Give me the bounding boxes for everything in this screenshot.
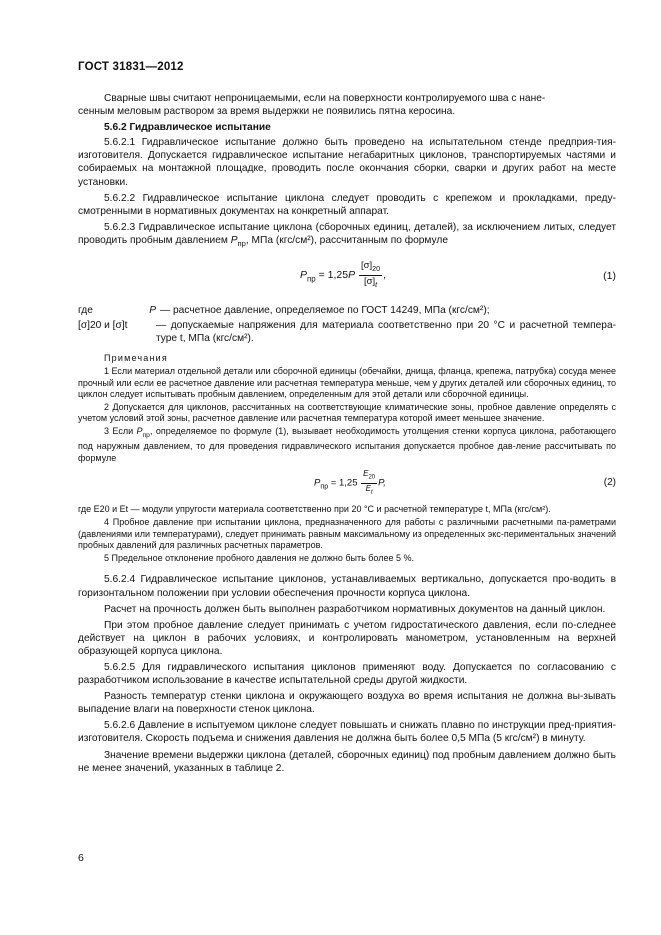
formula-2: [78, 467, 616, 501]
note-3-symbol-sub: пр: [142, 431, 150, 439]
where-row-1: [78, 304, 616, 317]
where-symbol-2: [σ]20 и [σ]t: [78, 320, 128, 332]
paragraph-sealed-seams-2: сенным меловым раствором за время выдержки не появились пятна керосина.: [78, 106, 456, 118]
formula-1-coefficient: = 1,25: [315, 269, 349, 282]
where-symbol-1-text: P: [149, 305, 156, 317]
document-header: ГОСТ 31831—2012: [78, 61, 184, 73]
formula-2-fraction: [361, 469, 377, 497]
formula-1-expression: [300, 260, 386, 291]
paragraph-5-6-2-5: 5.6.2.5 Для гидравлического испытания циклонов применяют воду. Допускается по согласованию с разработчиком использование в качестве испытательной среды другой жидкости.: [78, 662, 616, 687]
formula-2-number: (2): [603, 477, 616, 489]
formula-2-expression: [314, 469, 386, 497]
formula-1-lhs-sub: пр: [307, 274, 316, 284]
formula-1-numerator: [σ]: [361, 260, 373, 272]
formula-1-denominator: [σ]: [363, 275, 376, 287]
where-text-1: — расчетное давление, определяемое по ГОСТ 14249, МПа (кгс/см²);: [160, 305, 490, 317]
note-3-text-b: , определяемое по формуле (1), вызывает необходимость утолщения стенки корпуса циклона, работающего под наружным давлением, то для проведения гидравлического испытания допускается пробное дав-ление рассчитывать по формуле: [78, 425, 616, 463]
paragraph-5-6-2-4: 5.6.2.4 Гидравлическое испытание циклонов, устанавливаемых вертикально, допускается про-водить в горизонтальном положении при условии обеспечения прочности корпуса циклона.: [78, 574, 616, 599]
formula-1-tail: ,: [383, 269, 386, 282]
formula-2-denominator-sub: t: [370, 489, 373, 496]
paragraph-sealed-seams-1: Сварные швы считают непроницаемыми, если на поверхности контролируемого шва с нане-: [104, 93, 546, 104]
paragraph-hold-time: Значение времени выдержки циклона (деталей, сборочных единиц) под пробным давлением должно быть не менее значений, указанных в таблице 2.: [78, 749, 616, 774]
formula-2-lhs: P: [314, 478, 321, 490]
where-2: где E20 и Et — модули упругости материала соответственно при 20 °С и расчетной температуре t, МПа (кгс/см²).: [78, 504, 551, 515]
formula-1-number: (1): [603, 270, 616, 283]
document-body: [78, 92, 616, 778]
paragraph-strength-calc: Расчет на прочность должен быть выполнен разработчиком нормативных документов на данный циклон.: [104, 603, 606, 615]
where-symbol-1: [122, 304, 160, 317]
paragraph-5-6-2-3-text-b: , МПа (кгс/см²), рассчитанным по формуле: [245, 234, 449, 246]
section-heading-5-6-2: 5.6.2 Гидравлическое испытание: [104, 122, 271, 134]
notes-title: Примечания: [104, 353, 168, 364]
note-3-symbol-p: P: [136, 425, 143, 436]
where-text-2: — допускаемые напряжения для материала соответственно при 20 °С и расчетной темпера-туре t, МПа (кгс/см²).: [156, 320, 616, 345]
symbol-p: P: [230, 234, 238, 246]
where-label: где: [78, 305, 93, 317]
paragraph-5-6-2-1: 5.6.2.1 Гидравлическое испытание должно быть проведено на испытательном стенде предприя-тия-изготовителя. Допускается гидравлическое испытание негабаритных циклонов, транспортируемых частями и собираемых на монтажной площадке, проводить после окончания сборки, сварки и других работ на месте установки.: [78, 137, 616, 188]
formula-2-numerator-sub: 20: [368, 475, 376, 482]
paragraph-5-6-2-2: 5.6.2.2 Гидравлическое испытание циклона следует проводить с крепежом и прокладками, преду-смотренными в нормативных документах на конкретный аппарат.: [78, 192, 616, 217]
page-number: 6: [78, 852, 84, 864]
formula-2-numerator: E: [363, 469, 369, 479]
notes-block: [78, 353, 616, 564]
note-2: 2 Допускается для циклонов, рассчитанных на соответствующие климатические зоны, пробное давление определять с учетом условий этой зоны, расчетное давление или расчетная температура которой имеет меньшее значение.: [78, 401, 616, 424]
note-3: [78, 426, 616, 465]
formula-1-numerator-sub: 20: [372, 264, 381, 273]
formula-1: [78, 256, 616, 298]
formula-2-coefficient: = 1,25: [328, 478, 358, 490]
formula-2-denominator: E: [365, 484, 371, 494]
formula-1-denominator-sub: t: [375, 280, 378, 289]
paragraph-temperature-diff: Разность температур стенки циклона и окружающего воздуха во время испытания не должна вы-зывать выпадение влаги на поверхности стенок циклона.: [78, 691, 616, 716]
formula-2-tail: P,: [378, 478, 386, 490]
paragraph-5-6-2-6: 5.6.2.6 Давление в испытуемом циклоне следует повышать и снижать плавно по инструкции пред-приятия-изготовителя. Скорость подъема и снижения давления не должна быть более 0,5 МПа (5 кгс/см²) в минуту.: [78, 720, 616, 745]
paragraph-5-6-2-3: [78, 221, 616, 250]
note-4: 4 Пробное давление при испытании циклона, предназначенного для работы с различными расчетными па-раметрами (давлениями или температурами), следует принимать равным максимальному из определенных экс-периментальных значений пробных давлений для различных расчетных параметров.: [78, 517, 616, 551]
formula-1-lhs: P: [300, 269, 308, 282]
note-5: 5 Предельное отклонение пробного давления не должно быть более 5 %.: [104, 552, 414, 563]
note-3-text-a: 3 Если: [104, 425, 137, 436]
paragraph-test-pressure: При этом пробное давление следует принимать с учетом гидростатического давления, если по-следнее действует на циклон в рабочих условиях, и контролировать манометром, установленным на верхней образующей корпуса циклона.: [78, 619, 616, 657]
note-1: 1 Если материал отдельной детали или сборочной единицы (обечайки, днища, фланца, крепежа, патрубка) сосуда менее прочный или если ее расчетное давление или расчетная температура меньше, чем у других деталей или сборочных единиц, то циклон следует испытывать пробным давлением, определенным для этой детали или сборочной единицы.: [78, 365, 616, 400]
formula-2-lhs-sub: пр: [320, 482, 329, 491]
formula-1-fraction: [359, 260, 382, 291]
where-row-2: [78, 319, 616, 345]
paragraph-5-6-2-3-text-a: 5.6.2.3 Гидравлическое испытание циклона (сборочных единиц, деталей), за исключением литых, следует проводить пробным давлением: [78, 221, 616, 246]
formula-1-p: P: [348, 269, 356, 282]
symbol-p-sub: пр: [237, 238, 246, 248]
